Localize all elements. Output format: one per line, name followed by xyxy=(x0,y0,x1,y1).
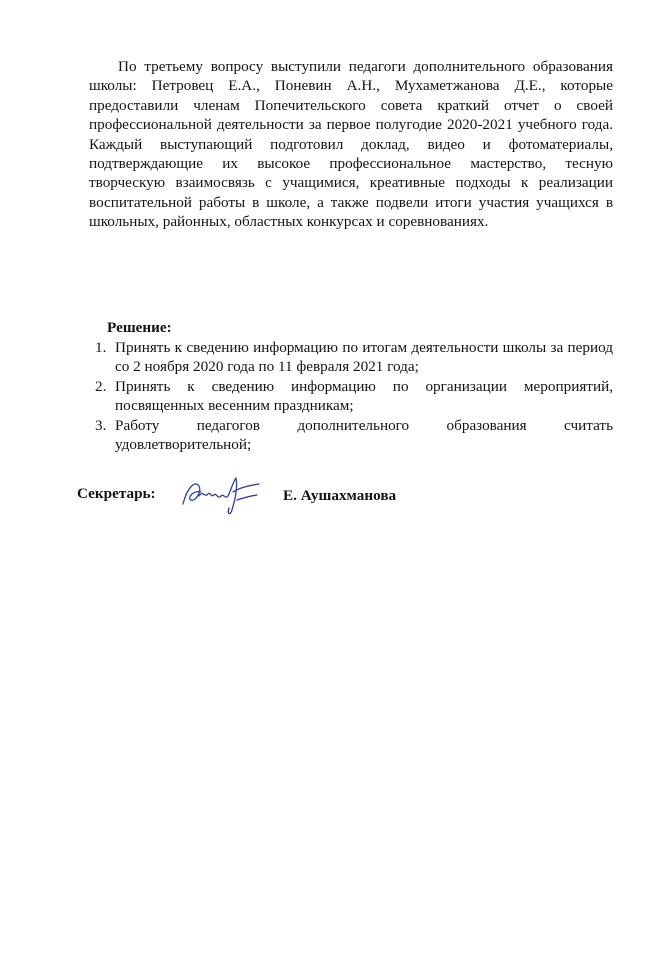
secretary-name: Е. Аушахманова xyxy=(283,487,397,504)
decision-heading: Решение: xyxy=(107,319,172,336)
decision-text: Принять к сведению информацию по итогам деятельности школы за период со 2 ноября 2020 года по 11 февраля 2021 года; xyxy=(115,339,613,376)
decision-list xyxy=(89,338,613,454)
handwritten-signature-icon xyxy=(177,470,265,518)
decision-item xyxy=(89,338,613,377)
decision-item xyxy=(89,416,613,455)
decision-number: 2. xyxy=(95,377,107,395)
decision-text: Работу педагогов дополнительного образования считать удовлетворительной; xyxy=(115,416,613,454)
decision-item xyxy=(89,377,613,416)
signature-block xyxy=(77,484,497,534)
decision-text: Принять к сведению информацию по организации мероприятий, посвященных весенним праздникам; xyxy=(115,377,613,415)
report-paragraph: По третьему вопросу выступили педагоги дополнительного образования школы: Петровец Е.А., Поневин А.Н., Мухаметжанова Д.Е., которые предоставили членам Попечительского совета краткий отчет о своей профессиональной деятельности за первое полугодие 2020-2021 учебного года. Каждый выступающий подготовил доклад, видео и фотоматериалы, подтверждающие их высокое профессиональное мастерство, тесную творческую взаимосвязь с учащимися, креативные подходы к реализации воспитательной работы в школе, а также подвели итоги участия учащихся в школьных, районных, областных конкурсах и соревнованиях. xyxy=(89,58,613,231)
secretary-label: Секретарь: xyxy=(77,485,156,502)
decision-number: 3. xyxy=(95,416,107,434)
decision-number: 1. xyxy=(95,339,107,356)
